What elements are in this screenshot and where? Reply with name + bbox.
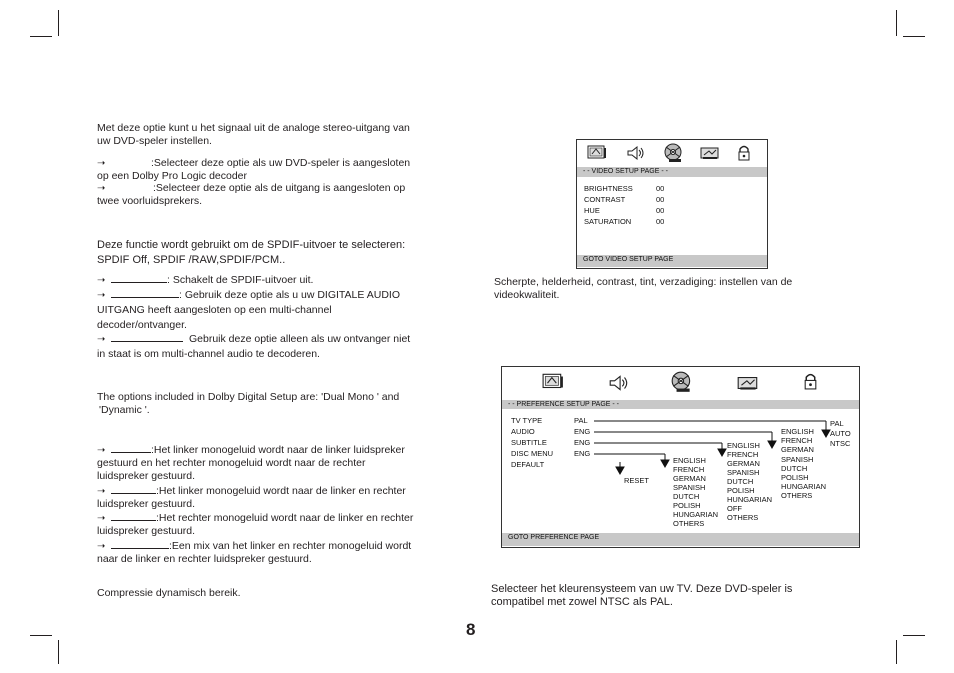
- disc-menu-language-option[interactable]: SPANISH: [673, 483, 706, 492]
- setting-label-hue[interactable]: HUE: [584, 206, 600, 215]
- setting-label-saturation[interactable]: SATURATION: [584, 217, 632, 226]
- text-line: 'Dynamic '.: [99, 404, 150, 416]
- arrow-right-icon: ➝: [97, 183, 106, 194]
- audio-language-option[interactable]: HUNGARIAN: [781, 482, 827, 491]
- spdif-pcm: [97, 332, 410, 362]
- setting-value-disc-menu: ENG: [574, 449, 591, 458]
- option-prologic: [97, 157, 410, 183]
- video-setup-screen: [576, 139, 768, 269]
- mono-right: [97, 511, 413, 538]
- mono-stereo: [97, 443, 405, 483]
- setting-value-brightness: 00: [656, 184, 665, 193]
- audio-language-option[interactable]: DUTCH: [781, 464, 808, 473]
- page-number: 8: [466, 620, 476, 639]
- mono-left: [97, 484, 406, 511]
- text-line: gestuurd en het rechter monogeluid wordt naar de rechter: [97, 457, 366, 469]
- arrow-right-icon: ➝: [97, 445, 106, 456]
- crop-mark: [896, 10, 897, 36]
- spdif-raw: [97, 288, 400, 333]
- dolby-setup-icon: [663, 143, 685, 163]
- audio-language-option[interactable]: OTHERS: [781, 491, 813, 500]
- setting-value-audio: ENG: [574, 427, 591, 436]
- preference-setup-header: - - PREFERENCE SETUP PAGE - -: [502, 400, 859, 409]
- subtitle-language-option[interactable]: OFF: [727, 504, 742, 513]
- video-caption: [494, 276, 792, 302]
- crop-mark: [30, 635, 52, 636]
- stereo-intro: [97, 122, 410, 148]
- arrow-right-icon: ➝: [97, 513, 106, 524]
- arrow-right-icon: ➝: [97, 541, 106, 552]
- blank-line: [111, 332, 183, 342]
- setting-label-subtitle[interactable]: SUBTITLE: [511, 438, 547, 447]
- blank-line: [111, 511, 156, 521]
- spdif-intro: [97, 238, 405, 268]
- video-setup-header: - - VIDEO SETUP PAGE - -: [577, 167, 767, 177]
- text-line: uw DVD-speler instellen.: [97, 135, 212, 147]
- subtitle-language-option[interactable]: DUTCH: [727, 477, 754, 486]
- dolby-intro: [97, 391, 399, 417]
- disc-menu-language-option[interactable]: FRENCH: [673, 465, 705, 474]
- text-line: SPDIF Off, SPDIF /RAW,SPDIF/PCM..: [97, 254, 286, 266]
- crop-mark: [896, 640, 897, 664]
- setting-value-hue: 00: [656, 206, 665, 215]
- text-line: luidspreker gestuurd.: [97, 498, 196, 510]
- text-line: Met deze optie kunt u het signaal uit de analoge stereo-uitgang van: [97, 122, 410, 134]
- blank-line: [111, 273, 167, 283]
- subtitle-language-option[interactable]: FRENCH: [727, 450, 759, 459]
- crop-mark: [58, 10, 59, 36]
- preference-caption: [491, 583, 792, 609]
- subtitle-language-option[interactable]: ENGLISH: [727, 441, 760, 450]
- tv-type-option[interactable]: PAL: [830, 419, 844, 428]
- tv-type-option[interactable]: AUTO: [830, 429, 851, 438]
- arrow-right-icon: ➝: [97, 486, 106, 497]
- disc-menu-language-option[interactable]: POLISH: [673, 501, 701, 510]
- text-line: luidspreker gestuurd.: [97, 470, 196, 482]
- preference-setup-footer: GOTO PREFERENCE PAGE: [502, 533, 859, 546]
- arrow-right-icon: ➝: [97, 334, 106, 345]
- blank-line: [111, 484, 156, 494]
- arrow-right-icon: ➝: [97, 275, 106, 286]
- disc-menu-language-option[interactable]: DUTCH: [673, 492, 700, 501]
- text-line: : Gebruik deze optie als u uw DIGITALE AUDIO: [179, 289, 400, 301]
- crop-mark: [903, 635, 925, 636]
- text-line: compatibel met zowel NTSC als PAL.: [491, 596, 673, 608]
- text-line: : Schakelt de SPDIF-uitvoer uit.: [167, 274, 314, 286]
- text-line: :Selecteer deze optie als de uitgang is aangesloten op: [153, 182, 406, 194]
- blank-line: [111, 539, 169, 549]
- audio-setup-icon: [626, 146, 646, 160]
- dynamic-text: Compressie dynamisch bereik.: [97, 587, 241, 599]
- video-setup-footer: GOTO VIDEO SETUP PAGE: [577, 255, 767, 267]
- text-line: op een Dolby Pro Logic decoder: [97, 170, 248, 182]
- text-line: :Het linker monogeluid wordt naar de linker luidspreker: [151, 444, 405, 456]
- subtitle-language-option[interactable]: SPANISH: [727, 468, 760, 477]
- blank-line: [111, 288, 179, 298]
- crop-mark: [58, 640, 59, 664]
- preference-setup-screen: [501, 366, 860, 548]
- blank-line: [111, 443, 151, 453]
- disc-menu-language-option[interactable]: HUNGARIAN: [673, 510, 719, 519]
- crop-mark: [30, 36, 52, 37]
- text-line: luidspreker gestuurd.: [97, 525, 196, 537]
- text-line: Selecteer het kleurensysteem van uw TV. Deze DVD-speler is: [491, 583, 793, 595]
- text-line: naar de linker en rechter luidspreker gestuurd.: [97, 553, 312, 565]
- disc-menu-language-option[interactable]: OTHERS: [673, 519, 705, 528]
- setting-label-default[interactable]: DEFAULT: [511, 460, 545, 469]
- arrow-right-icon: ➝: [97, 158, 106, 169]
- text-line: Gebruik deze optie alleen als uw ontvanger niet: [189, 333, 411, 345]
- setting-label-disc-menu[interactable]: DISC MENU: [511, 449, 554, 458]
- text-line: Scherpte, helderheid, contrast, tint, verzadiging: instellen van de: [494, 276, 793, 288]
- text-line: decoder/ontvanger.: [97, 319, 187, 331]
- text-line: :Het linker monogeluid wordt naar de linker en rechter: [156, 485, 406, 497]
- preference-lock-icon: [737, 145, 751, 161]
- option-stereo: [97, 182, 405, 208]
- text-line: Deze functie wordt gebruikt om de SPDIF-uitvoer te selecteren:: [97, 239, 406, 251]
- subtitle-language-option[interactable]: HUNGARIAN: [727, 495, 773, 504]
- audio-language-option[interactable]: POLISH: [781, 473, 809, 482]
- setting-value-saturation: 00: [656, 217, 665, 226]
- audio-language-option[interactable]: SPANISH: [781, 455, 814, 464]
- text-line: :Een mix van het linker en rechter monogeluid wordt: [169, 540, 412, 552]
- setting-label-contrast[interactable]: CONTRAST: [584, 195, 626, 204]
- text-line: twee voorluidsprekers.: [97, 195, 203, 207]
- video-setup-icon: [699, 146, 721, 160]
- audio-language-option[interactable]: ENGLISH: [781, 427, 814, 436]
- reset-option[interactable]: RESET: [624, 476, 650, 485]
- setting-label-brightness[interactable]: BRIGHTNESS: [584, 184, 633, 193]
- text-line: in staat is om multi-channel audio te decoderen.: [97, 348, 320, 360]
- disc-menu-language-option[interactable]: GERMAN: [673, 474, 706, 483]
- text-line: videokwaliteit.: [494, 289, 560, 301]
- arrow-right-icon: ➝: [97, 290, 106, 301]
- mono-mix: [97, 539, 411, 566]
- audio-language-option[interactable]: GERMAN: [781, 445, 814, 454]
- text-line: UITGANG heeft aangesloten op een multi-channel: [97, 304, 332, 316]
- setting-value-contrast: 00: [656, 195, 665, 204]
- audio-language-option[interactable]: FRENCH: [781, 436, 813, 445]
- setting-label-audio[interactable]: AUDIO: [511, 427, 535, 436]
- general-setup-icon: [587, 145, 607, 161]
- text-line: The options included in Dolby Digital Setup are: 'Dual Mono ' and: [97, 391, 400, 403]
- subtitle-language-option[interactable]: GERMAN: [727, 459, 760, 468]
- crop-mark: [903, 36, 925, 37]
- setting-value-subtitle: ENG: [574, 438, 591, 447]
- setting-label-tv-type[interactable]: TV TYPE: [511, 416, 543, 425]
- disc-menu-language-option[interactable]: ENGLISH: [673, 456, 706, 465]
- text-line: :Selecteer deze optie als uw DVD-speler is aangesloten: [151, 157, 411, 169]
- text-line: :Het rechter monogeluid wordt naar de linker en rechter: [156, 512, 414, 524]
- subtitle-language-option[interactable]: POLISH: [727, 486, 755, 495]
- tv-type-option[interactable]: NTSC: [830, 439, 851, 448]
- subtitle-language-option[interactable]: OTHERS: [727, 513, 759, 522]
- setting-value-tv-type: PAL: [574, 416, 588, 425]
- spdif-off: [97, 273, 313, 287]
